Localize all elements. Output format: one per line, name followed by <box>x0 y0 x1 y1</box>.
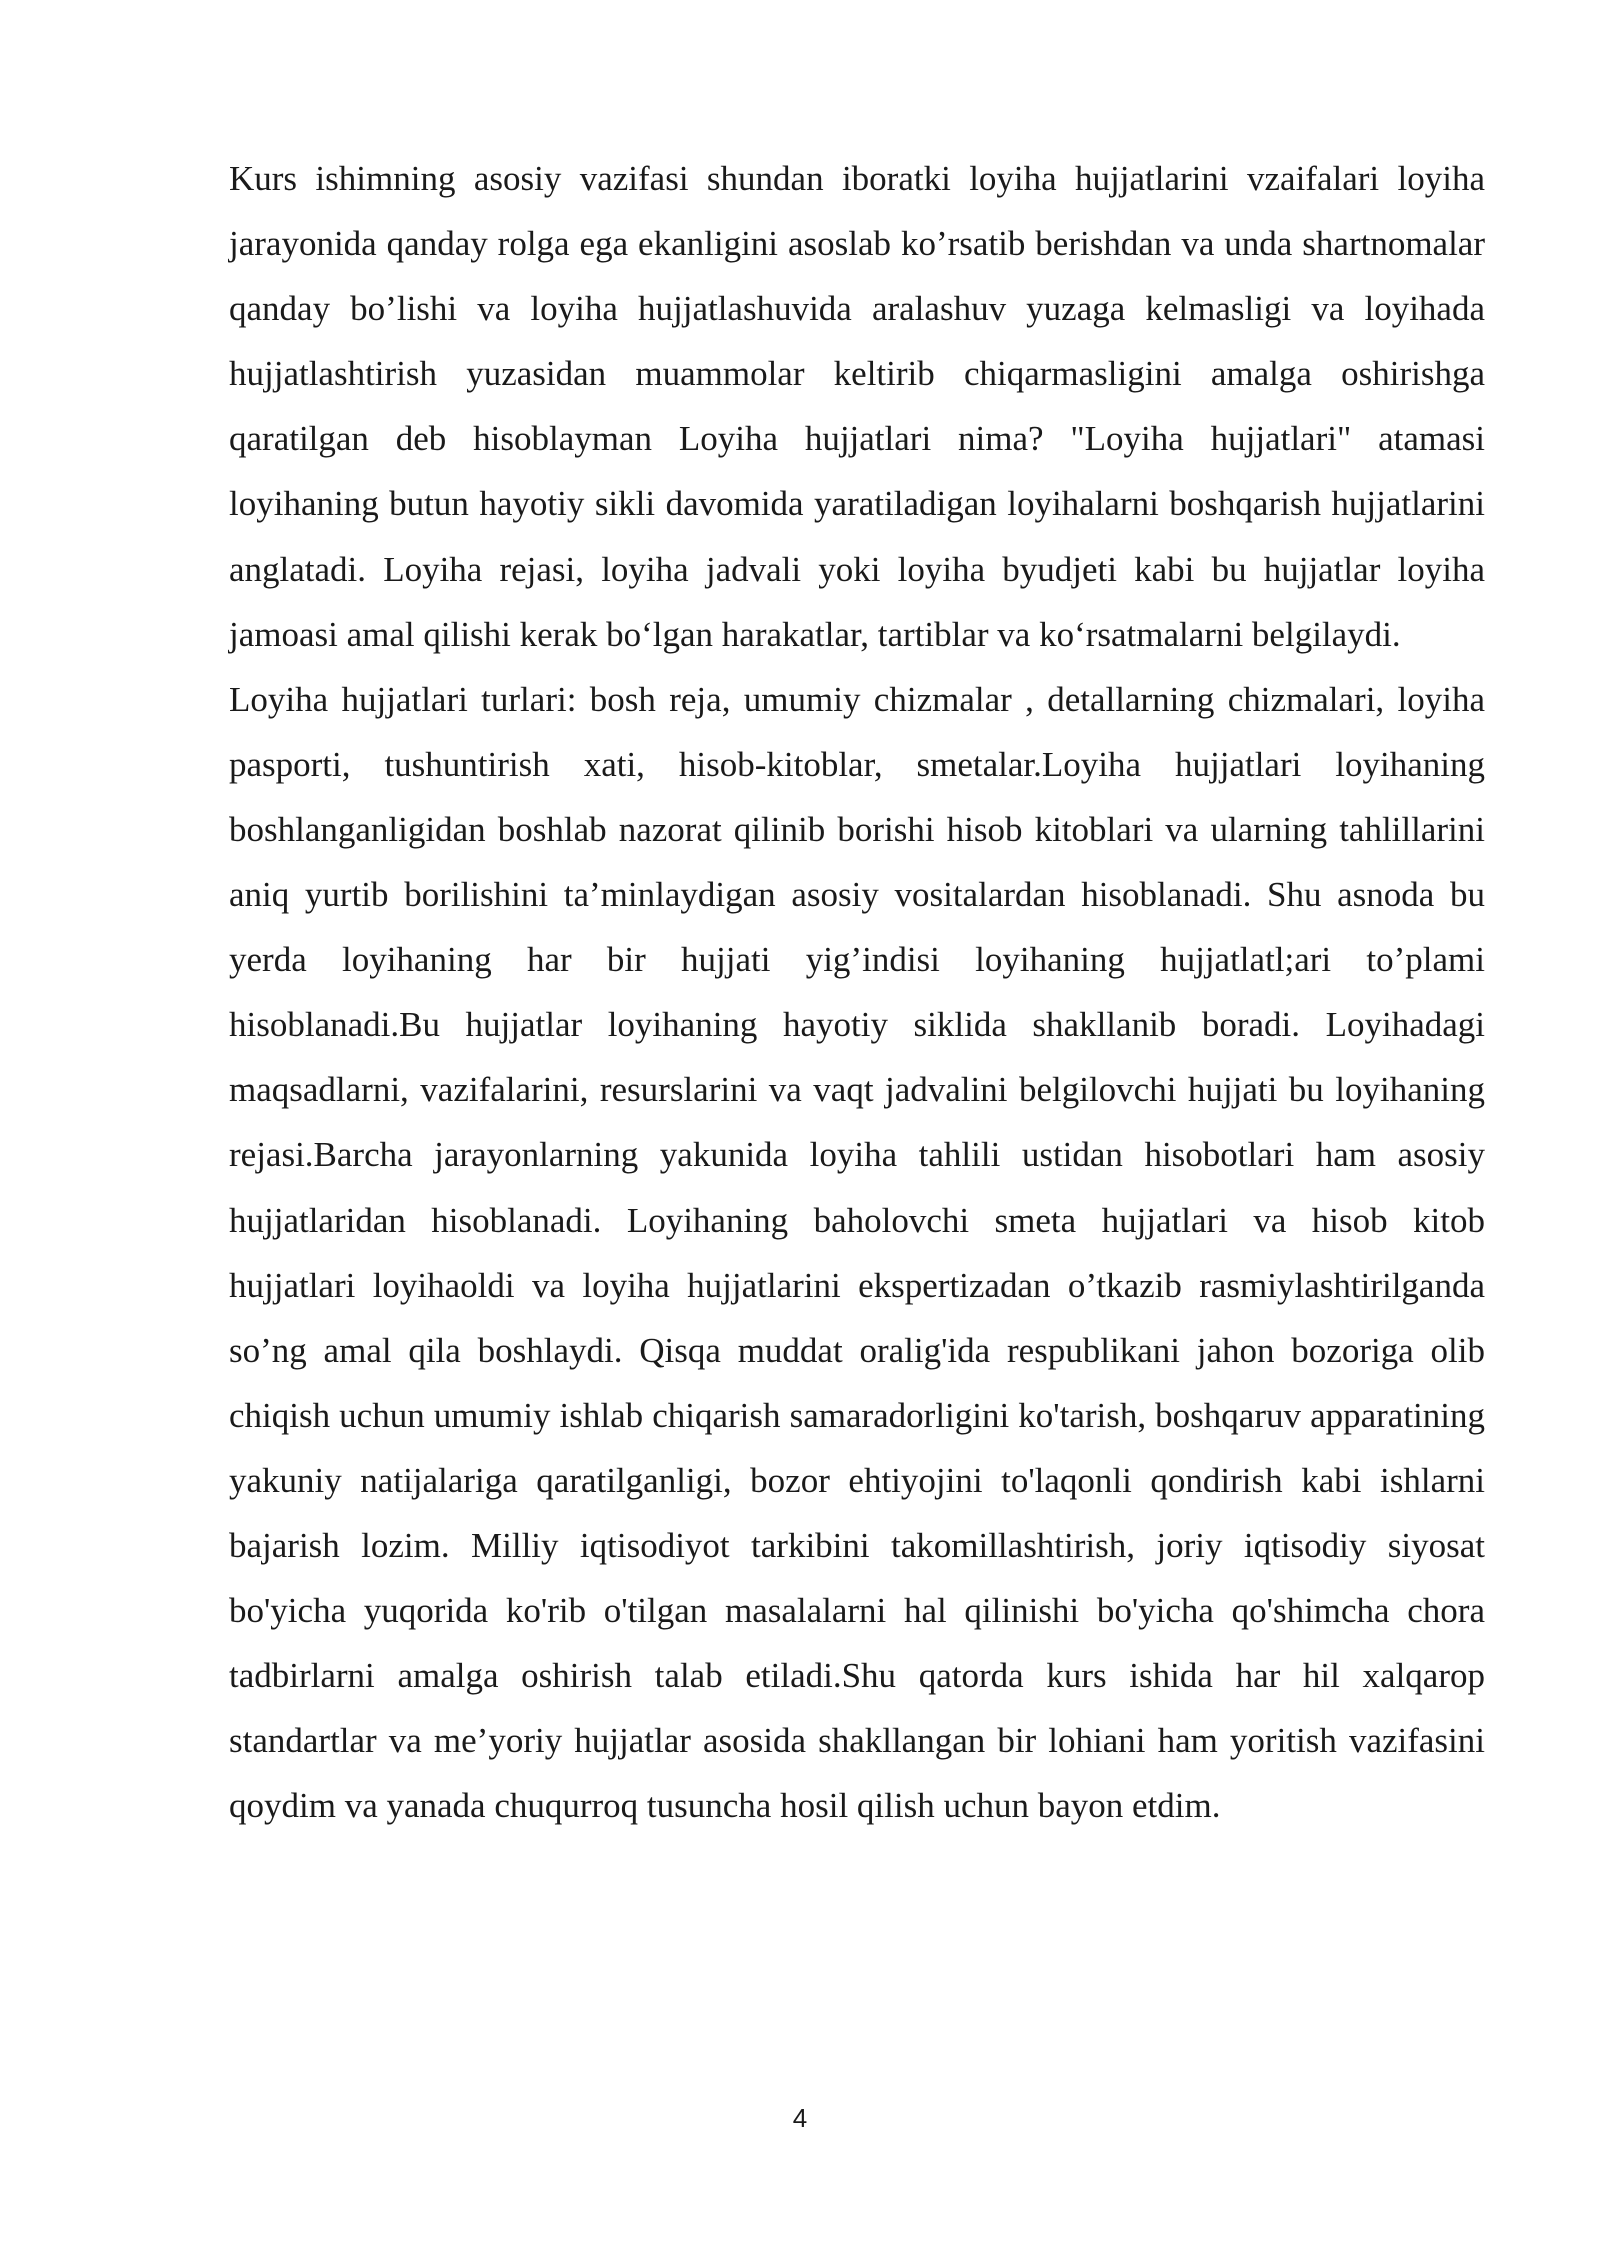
paragraph-intro: Kurs ishimning asosiy vazifasi shundan iboratki loyiha hujjatlarini vzaifalari loyiha jarayonida qanday rolga ega ekanligini asoslab ko’rsatib berishdan va unda shartnomalar qanday bo’lishi va loyiha hujjatlashuvida aralashuv yuzaga kelmasligi va loyihada hujjatlashtirish yuzasidan muammolar keltirib chiqarmasligini amalga oshirishga qaratilgan deb hisoblayman Loyiha hujjatlari nima? "Loyiha hujjatlari" atamasi loyihaning butun hayotiy sikli davomida yaratiladigan loyihalarni boshqarish hujjatlarini anglatadi. Loyiha rejasi, loyiha jadvali yoki loyiha byudjeti kabi bu hujjatlar loyiha jamoasi amal qilishi kerak boʻlgan harakatlar, tartiblar va koʻrsatmalarni belgilaydi. <box>229 159 1485 654</box>
paragraph-document-types: Loyiha hujjatlari turlari: bosh reja, umumiy chizmalar , detallarning chizmalari, loyiha pasporti, tushuntirish xati, hisob-kitoblar, smetalar.Loyiha hujjatlari loyihaning boshlanganligidan boshlab nazorat qilinib borishi hisob kitoblari va ularning tahlillarini aniq yurtib borilishini ta’minlaydigan asosiy vositalardan hisoblanadi. Shu asnoda bu yerda loyihaning har bir hujjati yig’indisi loyihaning hujjatlatl;ari to’plami hisoblanadi.Bu hujjatlar loyihaning hayotiy siklida shakllanib boradi. Loyihadagi maqsadlarni, vazifalarini, resurslarini va vaqt jadvalini belgilovchi hujjati bu loyihaning rejasi.Barcha jarayonlarning yakunida loyiha tahlili ustidan hisobotlari ham asosiy hujjatlaridan hisoblanadi. Loyihaning baholovchi smeta hujjatlari va hisob kitob hujjatlari loyihaoldi va loyiha hujjatlarini ekspertizadan o’tkazib rasmiylashtirilganda so’ng amal qila boshlaydi. Qisqa muddat oralig'ida respublikani jahon bozoriga olib chiqish uchun umumiy ishlab chiqarish samaradorligini ko'tarish, boshqaruv apparatining yakuniy natijalariga qaratilganligi, bozor ehtiyojini to'laqonli qondirish kabi ishlarni bajarish lozim. Milliy iqtisodiyot tarkibini takomillashtirish, joriy iqtisodiy siyosat bo'yicha yuqorida ko'rib o'tilgan masalalarni hal qilinishi bo'yicha qo'shimcha chora tadbirlarni amalga oshirish talab etiladi.Shu qatorda kurs ishida har hil xalqarop standartlar va me’yoriy hujjatlar asosida shakllangan bir lohiani ham yoritish vazifasini qoydim va yanada chuqurroq tusuncha hosil qilish uchun bayon etdim. <box>229 679 1485 1826</box>
body-text <box>229 146 1485 1838</box>
page-number: 4 <box>792 2103 808 2133</box>
